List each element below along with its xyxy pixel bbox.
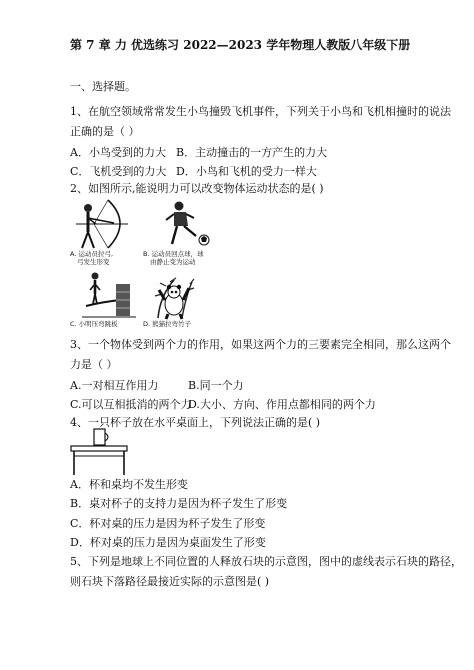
q2-caption-d: D. 熊猫拉弯竹子	[143, 320, 192, 328]
q4-stem: 4、一只杯子放在水平桌面上，下列说法正确的是( )	[70, 416, 321, 429]
q5-stem-line2: 则石块下落路径最接近实际的示意图是( )	[70, 575, 270, 588]
q1-option-d: D．小鸟和飞机的受力一样大	[176, 165, 317, 178]
q2-caption-a-line2: 弓发生形变	[77, 258, 110, 266]
q3-option-c: C.可以互相抵消的两个力	[70, 398, 192, 411]
cup-on-table-figure	[70, 428, 130, 476]
archer-figure	[70, 198, 140, 250]
q4-option-a: A．杯和桌均不发生形变	[70, 478, 188, 491]
q3-option-a: A.一对相互作用力	[70, 379, 159, 392]
footballer-figure	[162, 200, 212, 248]
q4-option-d: D．杯对桌的压力是因为桌面发生了形变	[70, 536, 266, 549]
q2-caption-a-line1: A. 运动员拉弓,	[70, 250, 114, 258]
q4-option-b: B．桌对杯子的支持力是因为杯子发生了形变	[70, 497, 288, 510]
q1-option-c: C．飞机受到的力大	[70, 165, 167, 178]
q2-stem: 2、如图所示,能说明力可以改变物体运动状态的是( )	[70, 182, 324, 195]
q3-option-d: D.大小、方向、作用点都相同的两个力	[188, 398, 376, 411]
panda-bamboo-figure	[152, 276, 196, 320]
page-title: 第 7 章 力 优选练习 2022—2023 学年物理人教版八年级下册	[70, 38, 411, 52]
q3-option-b: B.同一个力	[188, 379, 244, 392]
diving-board-figure	[82, 272, 136, 318]
q2-caption-b-line1: B. 运动员回点球，球	[143, 250, 204, 258]
q1-stem-line2: 正确的是（ ）	[70, 125, 140, 138]
q4-option-c: C．杯对桌的压力是因为杯子发生了形变	[70, 517, 266, 530]
q2-caption-c: C. 小明压弯跳板	[70, 320, 118, 328]
q1-stem-line1: 1、在航空领域常常发生小鸟撞毁飞机事件，下列关于小鸟和飞机相撞时的说法	[70, 105, 451, 118]
section-heading: 一、选择题。	[70, 80, 136, 93]
q3-stem-line1: 3、一个物体受到两个力的作用，如果这两个力的三要素完全相同，那么这两个	[70, 338, 451, 351]
q5-stem-line1: 5、下列是地球上不同位置的人释放石块的示意图，图中的虚线表示石块的路径，	[70, 555, 462, 568]
q1-option-a: A．小鸟受到的力大	[70, 146, 166, 159]
q1-option-b: B．主动撞击的一方产生的力大	[176, 146, 328, 159]
q3-stem-line2: 力是（ ）	[70, 358, 118, 371]
q2-caption-b-line2: 由静止变为运动	[150, 258, 196, 266]
